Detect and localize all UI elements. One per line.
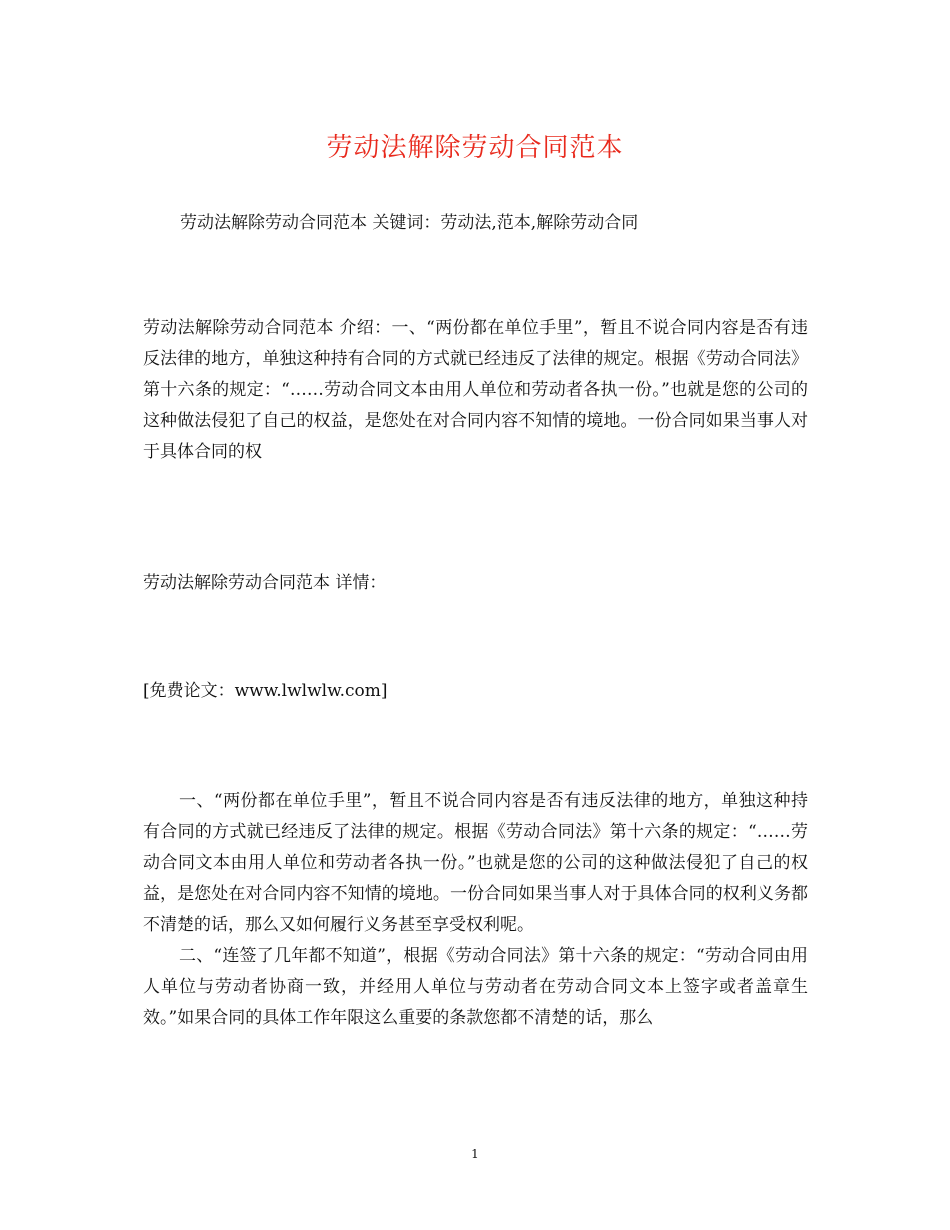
keywords-line: 劳动法解除劳动合同范本 关键词：劳动法,范本,解除劳动合同 xyxy=(180,213,639,233)
details-label: 劳动法解除劳动合同范本 详情： xyxy=(143,573,387,593)
source-link-text: [免费论文：www.lwlwlw.com] xyxy=(143,681,388,701)
intro-paragraph: 劳动法解除劳动合同范本 介绍：一、“两份都在单位手里”，暂且不说合同内容是否有违反法律的地方，单独这种持有合同的方式就已经违反了法律的规定。根据《劳动合同法》第十六条的规定：“……劳动合同文本由用人单位和劳动者各执一份。”也就是您的公司的这种做法侵犯了自己的权益，是您处在对合同内容不知情的境地。一份合同如果当事人对于具体合同的权 xyxy=(143,318,808,462)
document-title: 劳动法解除劳动合同范本 xyxy=(326,133,624,163)
body-paragraph-2: 二、“连签了几年都不知道”，根据《劳动合同法》第十六条的规定：“劳动合同由用人单位与劳动者协商一致，并经用人单位与劳动者在劳动合同文本上签字或者盖章生效。”如果合同的具体工作年限这么重要的条款您都不清楚的话，那么 xyxy=(143,946,808,1028)
body-text xyxy=(143,786,808,1034)
body-paragraph-1: 一、“两份都在单位手里”，暂且不说合同内容是否有违反法律的地方，单独这种持有合同的方式就已经违反了法律的规定。根据《劳动合同法》第十六条的规定：“……劳动合同文本由用人单位和劳动者各执一份。”也就是您的公司的这种做法侵犯了自己的权益，是您处在对合同内容不知情的境地。一份合同如果当事人对于具体合同的权利义务都不清楚的话，那么又如何履行义务甚至享受权利呢。 xyxy=(143,791,808,935)
page-number: 1 xyxy=(471,1147,479,1161)
